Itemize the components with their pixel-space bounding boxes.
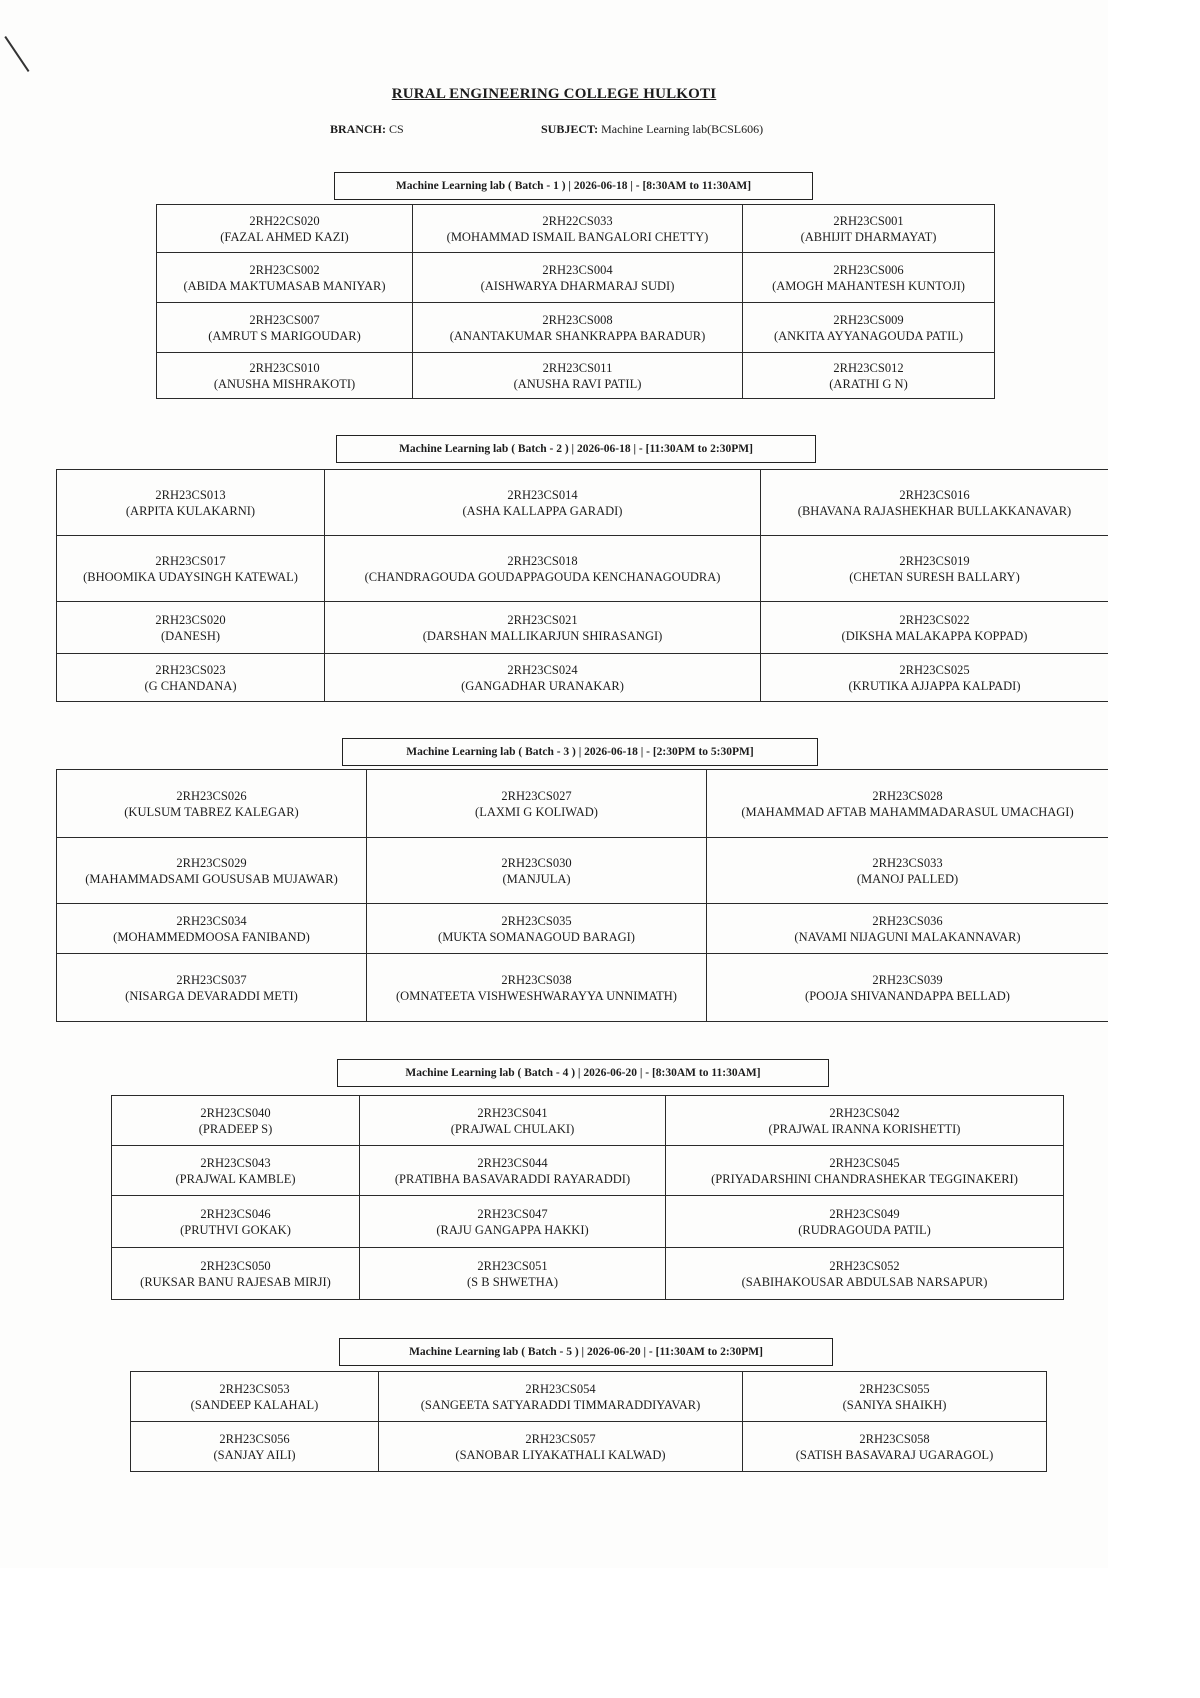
student-usn: 2RH23CS011 [542, 360, 613, 375]
batch-3-heading: Machine Learning lab ( Batch - 3 ) | 2026-06-18 | - [2:30PM to 5:30PM] [342, 738, 818, 766]
student-cell [367, 904, 707, 954]
table-row [57, 654, 1109, 702]
branch-value: CS [389, 122, 404, 136]
student-name: (ASHA KALLAPPA GARADI) [462, 503, 623, 518]
student-cell [360, 1248, 666, 1300]
student-name: (DIKSHA MALAKAPPA KOPPAD) [841, 628, 1028, 643]
student-usn: 2RH23CS026 [176, 788, 247, 803]
student-usn: 2RH23CS020 [155, 612, 226, 627]
student-usn: 2RH23CS053 [219, 1381, 290, 1396]
table-row [131, 1372, 1047, 1422]
student-cell [379, 1422, 743, 1472]
student-name: (MOHAMMEDMOOSA FANIBAND) [113, 929, 310, 944]
student-usn: 2RH23CS041 [477, 1105, 548, 1120]
student-cell [666, 1248, 1064, 1300]
student-cell [379, 1372, 743, 1422]
student-usn: 2RH23CS056 [219, 1431, 290, 1446]
student-cell [57, 838, 367, 904]
table-row [157, 253, 995, 303]
student-usn: 2RH23CS037 [176, 972, 247, 987]
student-cell [761, 470, 1109, 536]
table-row [157, 303, 995, 353]
student-usn: 2RH23CS027 [501, 788, 572, 803]
student-cell [743, 1372, 1047, 1422]
batch-2-heading: Machine Learning lab ( Batch - 2 ) | 2026-06-18 | - [11:30AM to 2:30PM] [336, 435, 816, 463]
student-name: (LAXMI G KOLIWAD) [475, 804, 598, 819]
student-name: (CHANDRAGOUDA GOUDAPPAGOUDA KENCHANAGOUDRA) [364, 569, 721, 584]
student-cell [112, 1096, 360, 1146]
student-usn: 2RH22CS033 [542, 213, 613, 228]
student-usn: 2RH23CS001 [833, 213, 904, 228]
student-cell [57, 954, 367, 1022]
batch-5-table [130, 1371, 1047, 1472]
student-usn: 2RH23CS057 [525, 1431, 596, 1446]
subject-value: Machine Learning lab(BCSL606) [601, 122, 764, 136]
student-name: (ANUSHA MISHRAKOTI) [213, 376, 356, 391]
student-name: (ARATHI G N) [829, 376, 908, 391]
student-name: (FAZAL AHMED KAZI) [220, 229, 349, 244]
student-cell [666, 1196, 1064, 1248]
student-name: (CHETAN SURESH BALLARY) [849, 569, 1020, 584]
student-cell [57, 536, 325, 602]
student-usn: 2RH23CS012 [833, 360, 904, 375]
student-cell [707, 838, 1109, 904]
student-name: (GANGADHAR URANAKAR) [461, 678, 624, 693]
student-cell [360, 1096, 666, 1146]
student-usn: 2RH23CS054 [525, 1381, 596, 1396]
table-row [112, 1096, 1064, 1146]
student-cell [131, 1372, 379, 1422]
college-title: RURAL ENGINEERING COLLEGE HULKOTI [391, 86, 717, 102]
table-row [57, 602, 1109, 654]
student-usn: 2RH23CS040 [200, 1105, 271, 1120]
student-name: (RUKSAR BANU RAJESAB MIRJI) [140, 1274, 331, 1289]
student-usn: 2RH23CS036 [872, 913, 943, 928]
student-cell [666, 1146, 1064, 1196]
student-usn: 2RH23CS002 [249, 262, 320, 277]
student-name: (MOHAMMAD ISMAIL BANGALORI CHETTY) [446, 229, 709, 244]
student-name: (ABIDA MAKTUMASAB MANIYAR) [183, 278, 386, 293]
student-name: (G CHANDANA) [144, 678, 237, 693]
table-row [112, 1248, 1064, 1300]
table-row [57, 770, 1109, 838]
student-usn: 2RH23CS043 [200, 1155, 271, 1170]
student-name: (RAJU GANGAPPA HAKKI) [436, 1222, 589, 1237]
table-row [112, 1146, 1064, 1196]
subject-label: SUBJECT: [541, 122, 599, 136]
table-row [57, 954, 1109, 1022]
student-cell [743, 205, 995, 253]
student-name: (OMNATEETA VISHWESHWARAYYA UNNIMATH) [396, 988, 677, 1003]
student-usn: 2RH23CS052 [829, 1258, 900, 1273]
student-name: (SABIHAKOUSAR ABDULSAB NARSAPUR) [741, 1274, 988, 1289]
student-cell [666, 1096, 1064, 1146]
subject-line [541, 122, 763, 137]
student-cell [57, 904, 367, 954]
student-cell [413, 205, 743, 253]
student-usn: 2RH23CS023 [155, 662, 226, 677]
student-name: (PRAJWAL CHULAKI) [450, 1121, 575, 1136]
student-name: (DANESH) [160, 628, 221, 643]
student-name: (SANGEETA SATYARADDI TIMMARADDIYAVAR) [420, 1397, 701, 1412]
student-usn: 2RH23CS028 [872, 788, 943, 803]
student-usn: 2RH23CS024 [507, 662, 578, 677]
student-name: (PRAJWAL IRANNA KORISHETTI) [768, 1121, 961, 1136]
student-cell [707, 904, 1109, 954]
student-cell [325, 470, 761, 536]
student-cell [707, 954, 1109, 1022]
student-cell [157, 353, 413, 399]
student-name: (PRATIBHA BASAVARADDI RAYARADDI) [394, 1171, 631, 1186]
student-name: (SANIYA SHAIKH) [842, 1397, 947, 1412]
student-usn: 2RH23CS006 [833, 262, 904, 277]
table-row [57, 536, 1109, 602]
student-cell [360, 1146, 666, 1196]
student-usn: 2RH23CS009 [833, 312, 904, 327]
student-name: (ABHIJIT DHARMAYAT) [800, 229, 937, 244]
student-cell [413, 303, 743, 353]
student-usn: 2RH23CS035 [501, 913, 572, 928]
student-usn: 2RH23CS049 [829, 1206, 900, 1221]
student-usn: 2RH23CS038 [501, 972, 572, 987]
table-row [57, 904, 1109, 954]
student-cell [413, 353, 743, 399]
student-name: (BHOOMIKA UDAYSINGH KATEWAL) [83, 569, 298, 584]
student-cell [112, 1196, 360, 1248]
student-usn: 2RH23CS025 [899, 662, 970, 677]
batch-3-table [56, 769, 1108, 1022]
student-name: (POOJA SHIVANANDAPPA BELLAD) [805, 988, 1010, 1003]
student-usn: 2RH23CS039 [872, 972, 943, 987]
student-usn: 2RH23CS046 [200, 1206, 271, 1221]
student-cell [157, 205, 413, 253]
batch-4-table [111, 1095, 1064, 1300]
student-cell [761, 536, 1109, 602]
student-cell [112, 1248, 360, 1300]
table-row [157, 353, 995, 399]
student-cell [57, 770, 367, 838]
student-usn: 2RH23CS030 [501, 855, 572, 870]
student-cell [367, 838, 707, 904]
student-cell [761, 602, 1109, 654]
student-name: (NISARGA DEVARADDI METI) [125, 988, 298, 1003]
student-name: (ANUSHA RAVI PATIL) [513, 376, 642, 391]
student-usn: 2RH23CS010 [249, 360, 320, 375]
student-name: (PRUTHVI GOKAK) [180, 1222, 291, 1237]
student-name: (ANKITA AYYANAGOUDA PATIL) [773, 328, 964, 343]
student-name: (KRUTIKA AJJAPPA KALPADI) [848, 678, 1021, 693]
student-name: (PRADEEP S) [198, 1121, 273, 1136]
pen-mark [4, 36, 29, 72]
student-usn: 2RH23CS050 [200, 1258, 271, 1273]
student-cell [325, 536, 761, 602]
student-usn: 2RH23CS004 [542, 262, 613, 277]
student-cell [360, 1196, 666, 1248]
branch-label: BRANCH: [330, 122, 386, 136]
student-name: (S B SHWETHA) [467, 1274, 558, 1289]
batch-1-table [156, 204, 995, 399]
student-usn: 2RH23CS051 [477, 1258, 548, 1273]
student-name: (SANJAY AILI) [213, 1447, 296, 1462]
batch-1-heading: Machine Learning lab ( Batch - 1 ) | 2026-06-18 | - [8:30AM to 11:30AM] [334, 172, 813, 200]
branch-line [330, 122, 404, 137]
batch-2-table [56, 469, 1108, 702]
student-name: (ARPITA KULAKARNI) [125, 503, 256, 518]
student-name: (KULSUM TABREZ KALEGAR) [124, 804, 299, 819]
student-name: (MAHAMMADSAMI GOUSUSAB MUJAWAR) [85, 871, 338, 886]
student-cell [57, 470, 325, 536]
student-name: (DARSHAN MALLIKARJUN SHIRASANGI) [422, 628, 663, 643]
student-usn: 2RH23CS022 [899, 612, 970, 627]
student-name: (SANOBAR LIYAKATHALI KALWAD) [455, 1447, 666, 1462]
table-row [57, 470, 1109, 536]
student-cell [57, 654, 325, 702]
student-usn: 2RH23CS017 [155, 553, 226, 568]
student-cell [325, 654, 761, 702]
student-cell [743, 253, 995, 303]
student-name: (AISHWARYA DHARMARAJ SUDI) [480, 278, 675, 293]
student-name: (BHAVANA RAJASHEKHAR BULLAKKANAVAR) [797, 503, 1072, 518]
table-row [57, 838, 1109, 904]
student-usn: 2RH23CS013 [155, 487, 226, 502]
student-usn: 2RH23CS047 [477, 1206, 548, 1221]
student-usn: 2RH23CS034 [176, 913, 247, 928]
student-cell [157, 253, 413, 303]
student-name: (SATISH BASAVARAJ UGARAGOL) [795, 1447, 994, 1462]
student-cell [112, 1146, 360, 1196]
student-usn: 2RH23CS016 [899, 487, 970, 502]
student-usn: 2RH23CS058 [859, 1431, 930, 1446]
student-name: (AMRUT S MARIGOUDAR) [208, 328, 361, 343]
student-cell [325, 602, 761, 654]
student-cell [157, 303, 413, 353]
student-name: (NAVAMI NIJAGUNI MALAKANNAVAR) [794, 929, 1021, 944]
student-cell [131, 1422, 379, 1472]
student-cell [413, 253, 743, 303]
student-usn: 2RH23CS033 [872, 855, 943, 870]
student-name: (MANOJ PALLED) [856, 871, 959, 886]
student-usn: 2RH23CS055 [859, 1381, 930, 1396]
student-cell [707, 770, 1109, 838]
student-name: (MAHAMMAD AFTAB MAHAMMADARASUL UMACHAGI) [741, 804, 1074, 819]
student-name: (PRAJWAL KAMBLE) [175, 1171, 296, 1186]
student-usn: 2RH23CS042 [829, 1105, 900, 1120]
student-usn: 2RH23CS044 [477, 1155, 548, 1170]
student-name: (ANANTAKUMAR SHANKRAPPA BARADUR) [449, 328, 706, 343]
student-name: (PRIYADARSHINI CHANDRASHEKAR TEGGINAKERI) [711, 1171, 1018, 1186]
student-cell [743, 353, 995, 399]
student-cell [57, 602, 325, 654]
student-name: (MUKTA SOMANAGOUD BARAGI) [438, 929, 635, 944]
student-usn: 2RH23CS029 [176, 855, 247, 870]
student-name: (RUDRAGOUDA PATIL) [798, 1222, 931, 1237]
student-usn: 2RH23CS021 [507, 612, 578, 627]
student-usn: 2RH23CS019 [899, 553, 970, 568]
student-name: (MANJULA) [502, 871, 571, 886]
batch-5-heading: Machine Learning lab ( Batch - 5 ) | 2026-06-20 | - [11:30AM to 2:30PM] [339, 1338, 833, 1366]
student-name: (SANDEEP KALAHAL) [190, 1397, 319, 1412]
student-cell [761, 654, 1109, 702]
student-usn: 2RH23CS018 [507, 553, 578, 568]
batch-4-heading: Machine Learning lab ( Batch - 4 ) | 2026-06-20 | - [8:30AM to 11:30AM] [337, 1059, 829, 1087]
student-cell [743, 1422, 1047, 1472]
student-cell [367, 954, 707, 1022]
student-usn: 2RH23CS007 [249, 312, 320, 327]
student-usn: 2RH23CS045 [829, 1155, 900, 1170]
student-cell [367, 770, 707, 838]
table-row [131, 1422, 1047, 1472]
student-usn: 2RH23CS008 [542, 312, 613, 327]
student-usn: 2RH23CS014 [507, 487, 578, 502]
table-row [112, 1196, 1064, 1248]
table-row [157, 205, 995, 253]
student-usn: 2RH22CS020 [249, 213, 320, 228]
student-cell [743, 303, 995, 353]
student-name: (AMOGH MAHANTESH KUNTOJI) [772, 278, 965, 293]
